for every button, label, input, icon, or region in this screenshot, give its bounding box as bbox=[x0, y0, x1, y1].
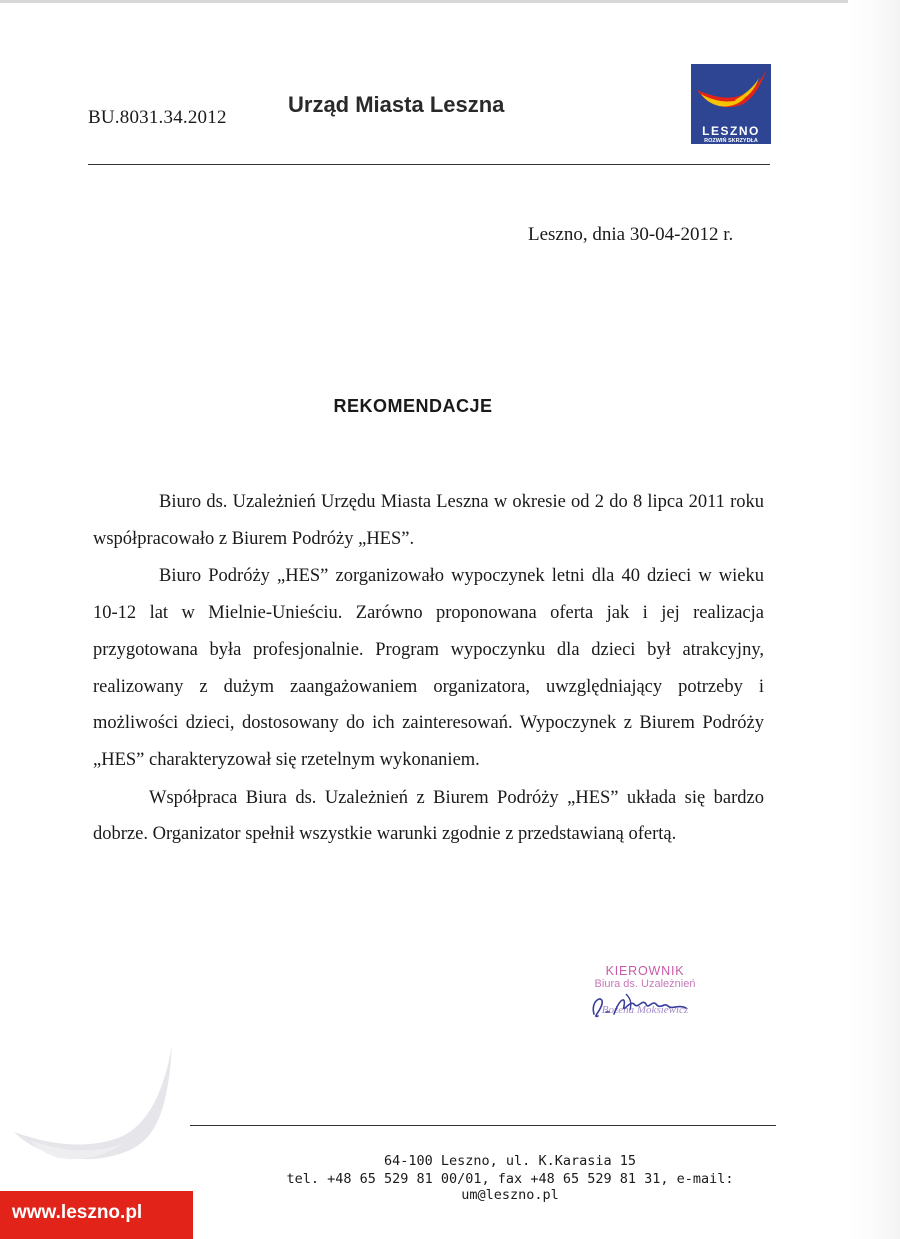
paragraph-2: Biuro Podróży „HES” zorganizowało wypoczynek letni dla 40 dzieci w wieku 10-12 lat w Mielnie-Unieściu. Zarówno proponowana oferta jak i jej realizacja przygotowana była profesjonalnie. Program wypoczynku dla dzieci był atrakcyjny, realizowany z dużym zaangażowaniem organizatora, uwzględniający potrzeby i możliwości dzieci, dostosowany do ich zainteresowań. Wypoczynek z Biurem Podróży „HES” charakteryzował się rzetelnym wykonaniem. bbox=[93, 566, 764, 770]
paragraph-1: Biuro ds. Uzależnień Urzędu Miasta Leszna w okresie od 2 do 8 lipca 2011 roku współpracowało z Biurem Podróży „HES”. bbox=[93, 492, 764, 549]
paragraph-3: Współpraca Biura ds. Uzależnień z Biurem Podróży „HES” układa się bardzo dobrze. Organizator spełnił wszystkie warunki zgodnie z przedstawianą ofertą. bbox=[93, 787, 764, 845]
handwritten-signature bbox=[586, 990, 696, 1024]
stamp-department: Biura ds. Uzależnień bbox=[594, 978, 696, 990]
footer-address: 64-100 Leszno, ul. K.Karasia 15 bbox=[384, 1153, 636, 1169]
letter-body bbox=[93, 484, 764, 854]
logo-tagline: ROZWIŃ SKRZYDŁA bbox=[704, 138, 758, 144]
scan-edge-right bbox=[848, 0, 900, 1239]
stamp-title: KIEROWNIK bbox=[605, 964, 685, 978]
wings-icon bbox=[691, 64, 771, 124]
stamp-name: Bożena Moksiewicz bbox=[601, 1004, 689, 1016]
footer-contact: tel. +48 65 529 81 00/01, fax +48 65 529 81 31, e-mail: um@leszno.pl bbox=[286, 1171, 734, 1203]
reference-number: BU.8031.34.2012 bbox=[88, 107, 227, 128]
logo-text: LESZNO bbox=[702, 124, 760, 138]
scan-edge-top bbox=[0, 0, 900, 3]
organization-name: Urząd Miasta Leszna bbox=[288, 92, 505, 117]
website-bar bbox=[0, 1191, 193, 1239]
leszno-logo bbox=[691, 64, 771, 150]
watermark-wing-icon bbox=[10, 1040, 180, 1170]
document-heading: REKOMENDACJE bbox=[333, 396, 493, 416]
footer-divider bbox=[190, 1125, 776, 1126]
date-line: Leszno, dnia 30-04-2012 r. bbox=[528, 224, 734, 245]
website-link[interactable]: www.leszno.pl bbox=[12, 1202, 143, 1223]
header-divider bbox=[88, 164, 770, 165]
